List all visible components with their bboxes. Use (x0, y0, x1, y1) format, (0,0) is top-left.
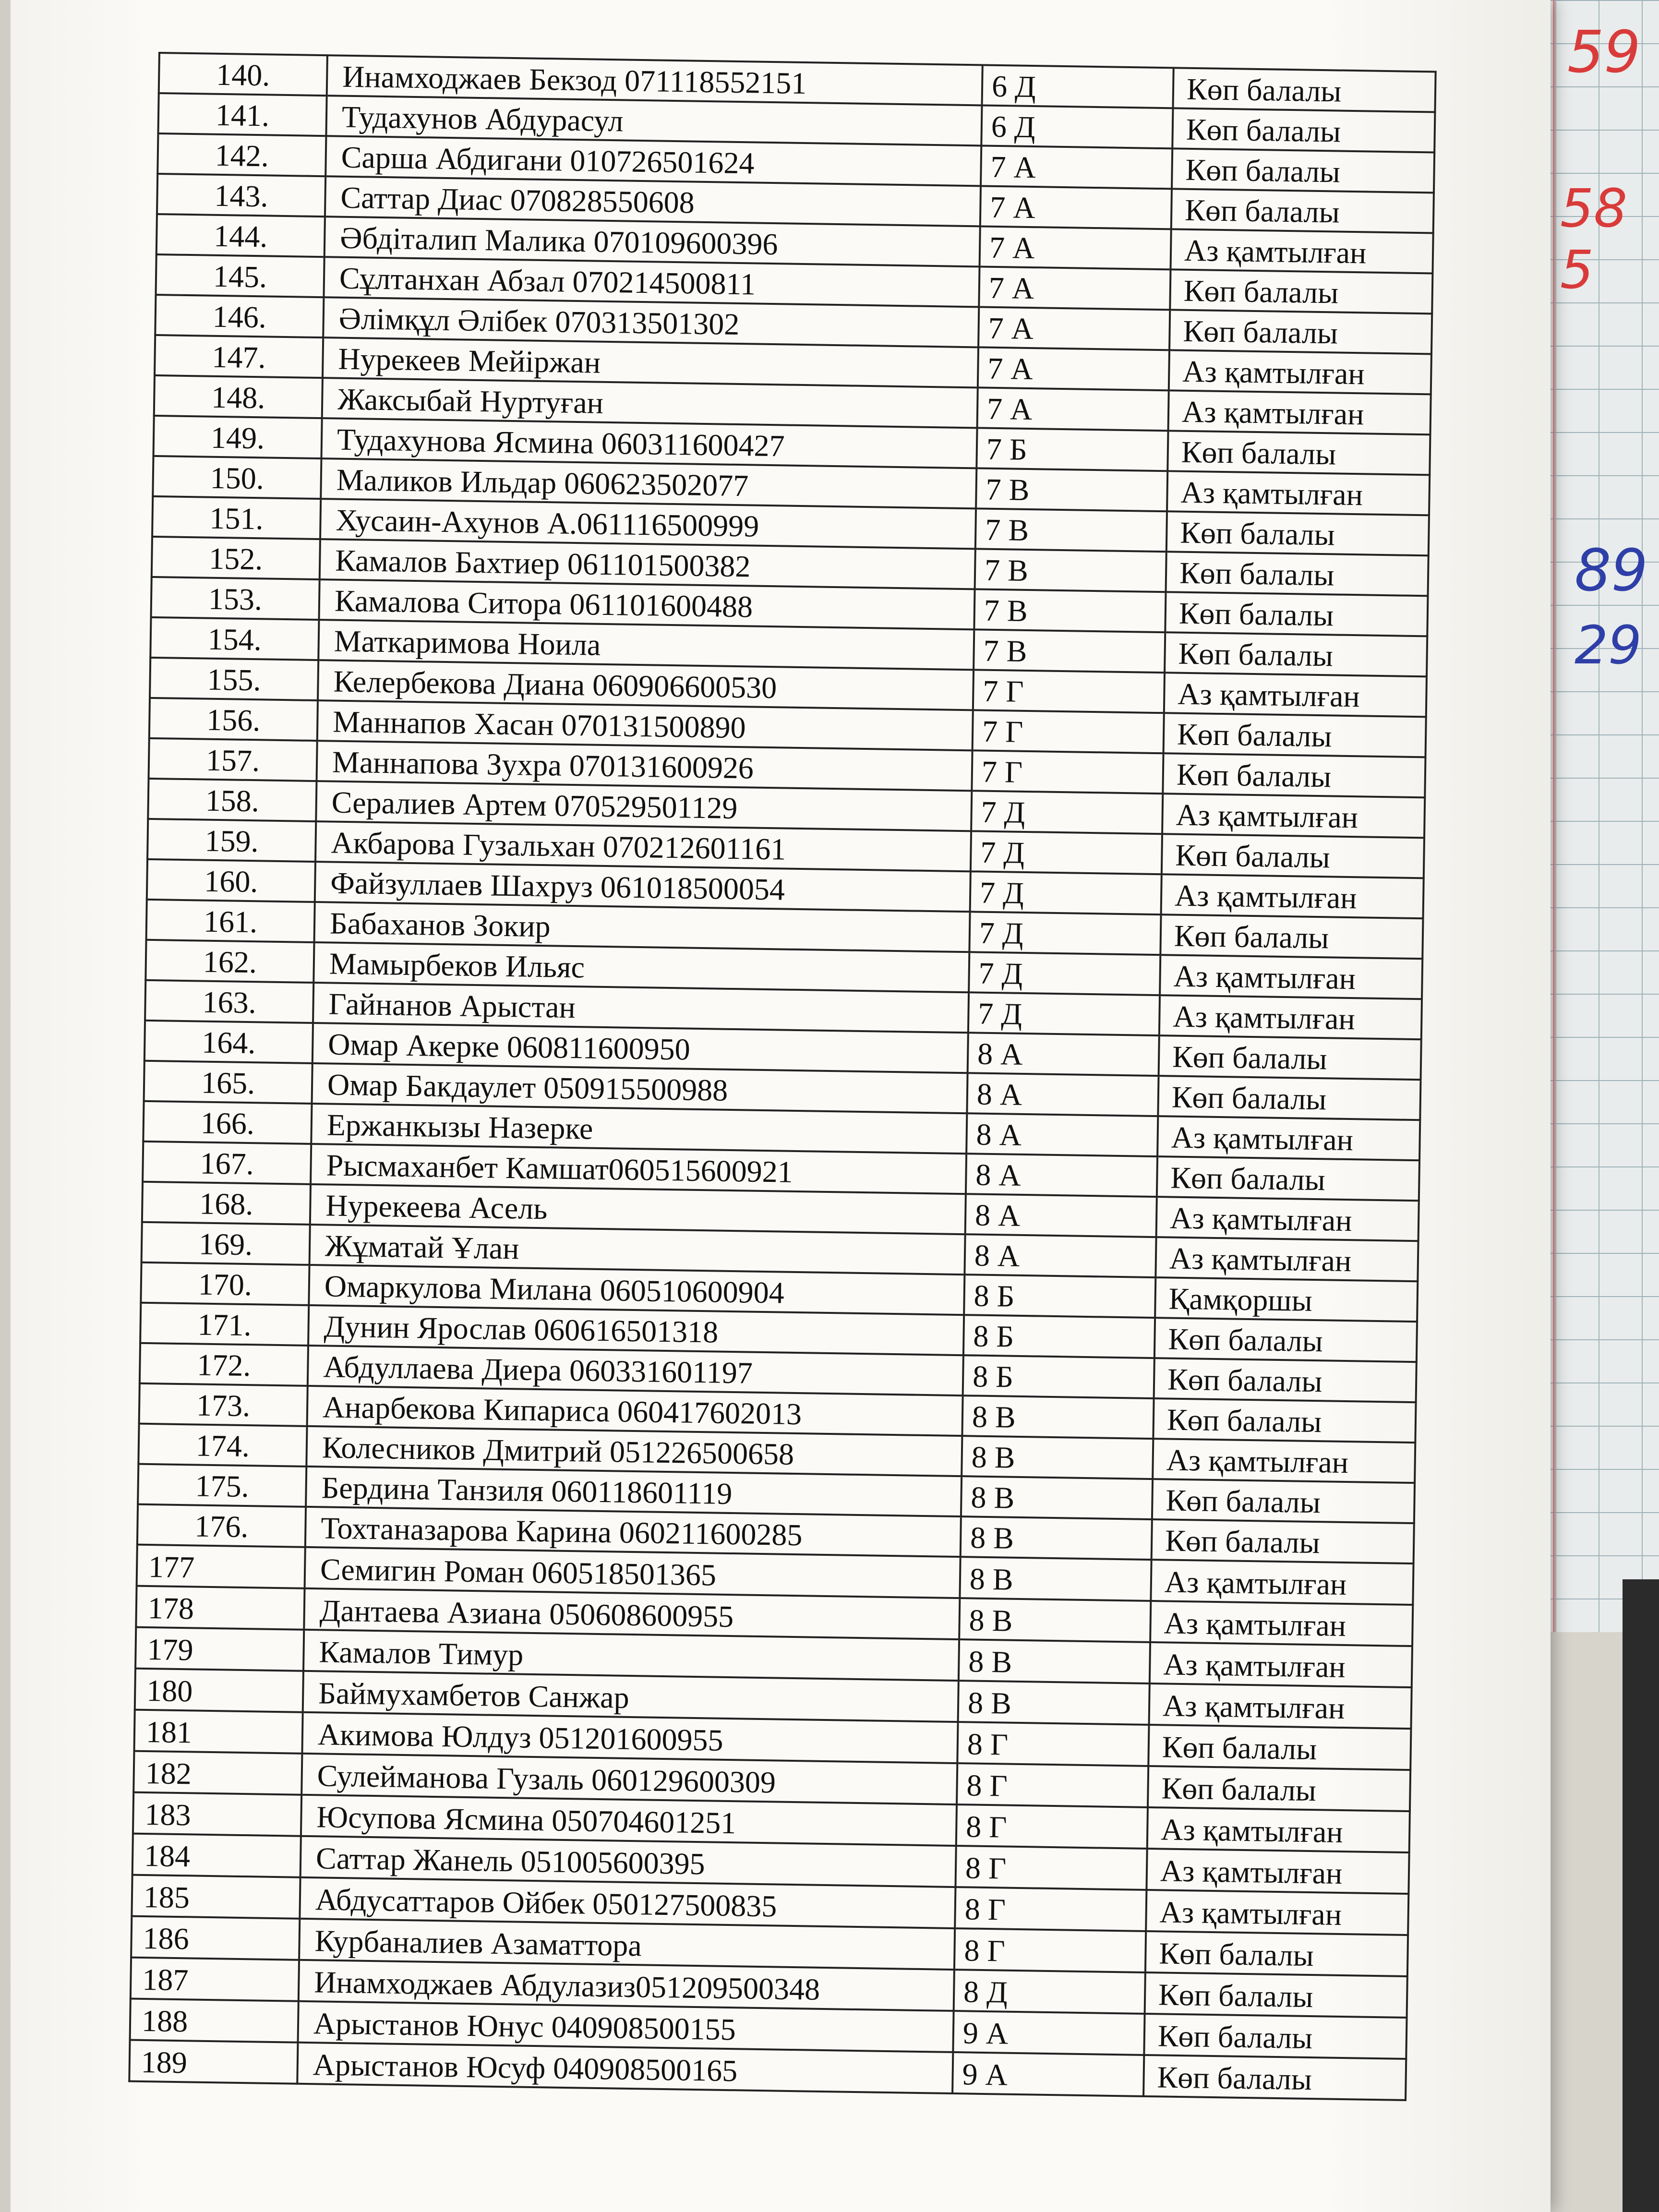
status-cell: Көп балалы (1166, 552, 1429, 596)
status-cell: Аз қамтылған (1160, 955, 1422, 999)
row-number-cell: 146. (155, 295, 324, 337)
status-cell: Көп балалы (1165, 632, 1427, 676)
class-cell: 8 В (958, 1681, 1150, 1725)
status-cell: Көп балалы (1172, 148, 1434, 192)
row-number-cell: 187 (131, 1958, 299, 2001)
class-cell: 7 А (978, 307, 1170, 350)
status-cell: Аз қамтылған (1151, 1560, 1413, 1605)
student-name-cell: Тохтаназарова Карина 060211600285 (305, 1507, 961, 1557)
student-name-cell: Акбарова Гузальхан 070212601161 (315, 821, 971, 871)
student-name-cell: Саттар Жанель 051005600395 (301, 1836, 956, 1887)
class-cell: 7 А (980, 186, 1172, 229)
student-name-cell: Арыстанов Юнус 040908500155 (298, 2001, 954, 2052)
row-number-cell: 179 (135, 1627, 304, 1671)
row-number-cell: 148. (154, 375, 323, 418)
student-name-cell: Нурекеев Мейіржан (323, 337, 978, 387)
class-cell: 7 Б (976, 428, 1168, 471)
student-name-cell: Камалова Ситора 061101600488 (319, 579, 974, 629)
class-cell: 8 Д (954, 1970, 1145, 2014)
status-cell: Аз қамтылған (1149, 1683, 1412, 1729)
student-name-cell: Тудахунова Ясмина 060311600427 (321, 418, 977, 468)
class-cell: 8 Г (954, 1928, 1146, 1972)
status-cell: Көп балалы (1145, 1931, 1408, 1976)
class-cell: 7 В (974, 629, 1165, 673)
class-cell: 8 В (959, 1639, 1150, 1683)
student-name-cell: Дантаева Азиана 050608600955 (304, 1588, 960, 1639)
student-name-cell: Бабаханов Зокир (314, 902, 970, 952)
row-number-cell: 186 (131, 1916, 300, 1960)
student-name-cell: Камалов Бахтиер 061101500382 (320, 539, 975, 589)
class-cell: 8 А (968, 1033, 1159, 1076)
class-cell: 8 Г (957, 1722, 1149, 1766)
status-cell: Көп балалы (1167, 431, 1430, 475)
student-name-cell: Файзуллаев Шахруз 061018500054 (315, 862, 971, 912)
student-name-cell: Маннапова Зухра 070131600926 (317, 741, 973, 791)
row-number-cell: 164. (144, 1021, 313, 1063)
row-number-cell: 149. (154, 416, 322, 458)
class-cell: 8 В (960, 1557, 1151, 1601)
row-number-cell: 172. (140, 1343, 308, 1386)
class-cell: 8 А (965, 1194, 1157, 1237)
class-cell: 8 В (961, 1476, 1153, 1519)
class-cell: 9 А (953, 2011, 1144, 2055)
row-number-cell: 155. (150, 658, 318, 700)
row-number-cell: 157. (149, 738, 317, 781)
background-shadow (1623, 1579, 1659, 2212)
student-name-cell: Әлімқұл Әлібек 070313501302 (323, 297, 979, 347)
row-number-cell: 142. (157, 133, 326, 176)
handwritten-note: 58 5 (1560, 178, 1627, 301)
handwritten-note: 89 (1575, 538, 1648, 604)
row-number-cell: 147. (155, 335, 323, 378)
status-cell: Көп балалы (1154, 1358, 1417, 1402)
row-number-cell: 143. (157, 174, 325, 216)
class-cell: 7 А (979, 266, 1170, 310)
row-number-cell: 181 (134, 1710, 302, 1754)
status-cell: Көп балалы (1169, 310, 1432, 354)
class-cell: 7 Д (971, 791, 1163, 834)
row-number-cell: 152. (152, 537, 320, 579)
status-cell: Көп балалы (1152, 1479, 1415, 1523)
class-cell: 7 Г (973, 670, 1165, 713)
student-name-cell: Курбаналиев Азаматтора (299, 1919, 955, 1970)
student-name-cell: Жаксыбай Нуртуған (322, 378, 978, 428)
status-cell: Аз қамтылған (1146, 1849, 1409, 1894)
class-cell: 7 А (977, 387, 1169, 431)
status-cell: Аз қамтылған (1159, 995, 1422, 1039)
status-cell: Аз қамтылған (1157, 1116, 1420, 1160)
student-name-cell: Баймухамбетов Санжар (303, 1671, 959, 1722)
row-number-cell: 166. (143, 1101, 312, 1144)
row-number-cell: 163. (145, 980, 313, 1023)
row-number-cell: 141. (158, 93, 326, 136)
row-number-cell: 189 (129, 2040, 298, 2084)
student-name-cell: Юсупова Ясмина 050704601251 (301, 1795, 957, 1846)
row-number-cell: 161. (146, 900, 315, 942)
row-number-cell: 183 (133, 1792, 301, 1836)
row-number-cell: 156. (149, 698, 318, 741)
class-cell: 8 А (966, 1154, 1157, 1197)
row-number-cell: 165. (144, 1061, 313, 1104)
student-name-cell: Инамходжаев Бекзод 071118552151 (327, 55, 983, 105)
status-cell: Аз қамтылған (1167, 471, 1430, 515)
class-cell: 8 Г (955, 1846, 1147, 1890)
class-cell: 6 Д (982, 65, 1174, 108)
status-cell: Көп балалы (1143, 2055, 1406, 2100)
grid-paper-margin-line (1553, 0, 1555, 1632)
class-cell: 8 Г (956, 1804, 1148, 1849)
row-number-cell: 158. (148, 779, 316, 821)
status-cell: Көп балалы (1170, 269, 1432, 313)
student-name-cell: Хусаин-Ахунов А.061116500999 (320, 499, 976, 549)
student-name-cell: Мамырбеков Ильяс (313, 942, 969, 992)
status-cell: Аз қамтылған (1161, 874, 1424, 918)
student-name-cell: Омаркулова Милана 060510600904 (309, 1265, 964, 1315)
row-number-cell: 154. (150, 617, 319, 660)
student-name-cell: Анарбекова Кипариса 060417602013 (307, 1386, 963, 1436)
row-number-cell: 180 (135, 1669, 303, 1712)
status-cell: Аз қамтылған (1171, 229, 1433, 273)
student-name-cell: Бердина Танзиля 060118601119 (306, 1467, 962, 1516)
row-number-cell: 178 (136, 1586, 304, 1630)
class-cell: 6 Д (981, 105, 1173, 148)
student-name-cell: Нурекеева Асель (310, 1184, 966, 1234)
class-cell: 8 Б (964, 1274, 1155, 1318)
class-cell: 8 В (962, 1395, 1154, 1439)
status-cell: Аз қамтылған (1150, 1642, 1412, 1687)
status-cell: Аз қамтылған (1164, 673, 1427, 717)
status-cell: Көп балалы (1152, 1519, 1414, 1563)
student-name-cell: Әбдіталип Малика 070109600396 (325, 216, 980, 266)
row-number-cell: 169. (142, 1222, 310, 1265)
class-cell: 8 Б (963, 1315, 1155, 1358)
status-cell: Қамқоршы (1155, 1277, 1418, 1322)
student-name-cell: Маткаримова Ноила (318, 620, 974, 670)
row-number-cell: 160. (147, 859, 315, 902)
status-cell: Көп балалы (1159, 1035, 1421, 1080)
class-cell: 7 А (981, 145, 1172, 189)
row-number-cell: 150. (153, 456, 321, 499)
status-cell: Көп балалы (1163, 753, 1425, 797)
row-number-cell: 162. (145, 940, 314, 983)
sheet-edge (0, 0, 11, 2212)
class-cell: 7 Д (971, 831, 1162, 874)
row-number-cell: 168. (142, 1182, 311, 1225)
row-number-cell: 174. (138, 1424, 307, 1467)
row-number-cell: 175. (138, 1464, 306, 1507)
student-name-cell: Омар Бакдаулет 050915500988 (312, 1063, 968, 1113)
class-cell: 7 Г (972, 750, 1163, 793)
status-cell: Көп балалы (1171, 189, 1434, 233)
student-name-cell: Абдуллаева Диера 060331601197 (308, 1346, 963, 1395)
student-name-cell: Маннапов Хасан 070131500890 (317, 700, 973, 750)
status-cell: Көп балалы (1164, 713, 1426, 757)
status-cell: Аз қамтылған (1169, 350, 1431, 394)
table-body (129, 53, 1435, 2100)
status-cell: Көп балалы (1148, 1766, 1410, 1811)
row-number-cell: 167. (143, 1142, 311, 1184)
student-name-cell: Келербекова Диана 060906600530 (318, 660, 974, 710)
class-cell: 7 Д (969, 912, 1161, 955)
status-cell: Көп балалы (1173, 68, 1435, 112)
student-name-cell: Семигин Роман 060518501365 (305, 1547, 961, 1598)
handwritten-note: 29 (1575, 614, 1642, 676)
student-name-cell: Тудахунов Абдурасул (326, 96, 982, 145)
status-cell: Көп балалы (1144, 2014, 1407, 2059)
student-name-cell: Маликов Ильдар 060623502077 (321, 458, 976, 508)
class-cell: 8 А (967, 1073, 1158, 1116)
status-cell: Аз қамтылған (1150, 1601, 1413, 1646)
status-cell: Аз қамтылған (1146, 1890, 1408, 1935)
row-number-cell: 173. (139, 1383, 308, 1426)
row-number-cell: 170. (141, 1262, 309, 1305)
class-cell: 7 В (976, 468, 1167, 511)
class-cell: 7 В (975, 508, 1167, 552)
row-number-cell: 151. (152, 496, 321, 539)
status-cell: Аз қамтылған (1162, 793, 1425, 838)
class-cell: 8 Б (963, 1355, 1154, 1398)
student-name-cell: Ержанкызы Назерке (311, 1104, 967, 1154)
student-name-cell: Гайнанов Арыстан (313, 983, 969, 1033)
student-list-table (128, 52, 1436, 2101)
student-name-cell: Инамходжаев Абдулазиз051209500348 (299, 1960, 954, 2011)
status-cell: Көп балалы (1145, 1972, 1407, 2018)
status-cell: Аз қамтылған (1147, 1807, 1410, 1852)
student-name-cell: Сералиев Артем 070529501129 (316, 781, 972, 831)
status-cell: Көп балалы (1160, 914, 1423, 959)
row-number-cell: 140. (159, 53, 327, 96)
status-cell: Көп балалы (1153, 1398, 1416, 1443)
row-number-cell: 177 (137, 1545, 305, 1588)
class-cell: 7 Г (973, 710, 1164, 753)
class-cell: 7 А (980, 226, 1171, 269)
status-cell: Көп балалы (1166, 511, 1429, 555)
class-cell: 9 А (952, 2052, 1144, 2096)
class-cell: 8 Г (957, 1763, 1148, 1807)
student-name-cell: Жұматай Ұлан (310, 1225, 965, 1274)
row-number-cell: 153. (151, 577, 320, 620)
student-name-cell: Сулейманова Гузаль 060129600309 (301, 1754, 957, 1804)
row-number-cell: 188 (130, 1999, 299, 2043)
status-cell: Көп балалы (1148, 1725, 1411, 1770)
row-number-cell: 184 (132, 1834, 301, 1877)
student-name-cell: Сұлтанхан Абзал 070214500811 (324, 257, 979, 307)
row-number-cell: 171. (140, 1303, 309, 1346)
status-cell: Көп балалы (1158, 1076, 1420, 1120)
class-cell: 8 В (961, 1516, 1152, 1560)
student-name-cell: Рысмаханбет Камшат060515600921 (311, 1144, 966, 1194)
student-name-cell: Камалов Тимур (303, 1630, 959, 1681)
handwritten-note: 59 (1567, 19, 1641, 86)
student-name-cell: Колесников Дмитрий 051226500658 (306, 1426, 962, 1476)
student-name-cell: Омар Акерке 060811600950 (313, 1023, 968, 1073)
class-cell: 8 Г (955, 1887, 1146, 1931)
status-cell: Көп балалы (1172, 108, 1435, 152)
row-number-cell: 176. (137, 1504, 306, 1547)
status-cell: Көп балалы (1154, 1318, 1417, 1362)
class-cell: 7 Д (969, 952, 1160, 995)
row-number-cell: 159. (147, 819, 316, 862)
class-cell: 7 В (975, 549, 1166, 592)
row-number-cell: 182 (133, 1751, 302, 1795)
row-number-cell: 185 (132, 1875, 300, 1919)
row-number-cell: 145. (156, 254, 324, 297)
class-cell: 8 А (966, 1113, 1158, 1156)
class-cell: 8 В (962, 1436, 1153, 1479)
status-cell: Аз қамтылған (1155, 1237, 1418, 1281)
class-cell: 7 Д (970, 871, 1162, 914)
student-name-cell: Арыстанов Юсуф 040908500165 (297, 2043, 953, 2093)
status-cell: Аз қамтылған (1156, 1197, 1419, 1241)
student-name-cell: Абдусаттаров Ойбек 050127500835 (300, 1877, 955, 1928)
status-cell: Көп балалы (1165, 592, 1428, 636)
student-name-cell: Акимова Юлдуз 051201600955 (302, 1712, 958, 1763)
status-cell: Көп балалы (1157, 1156, 1419, 1201)
class-cell: 7 В (974, 589, 1166, 632)
student-name-cell: Сарша Абдигани 010726501624 (325, 136, 981, 186)
student-name-cell: Саттар Диас 070828550608 (325, 176, 981, 226)
status-cell: Аз қамтылған (1153, 1439, 1415, 1483)
status-cell: Аз қамтылған (1168, 390, 1431, 434)
row-number-cell: 144. (156, 214, 325, 257)
class-cell: 8 А (964, 1234, 1156, 1277)
student-name-cell: Дунин Ярослав 060616501318 (308, 1305, 964, 1355)
class-cell: 8 В (959, 1598, 1151, 1642)
class-cell: 7 А (978, 347, 1169, 390)
status-cell: Көп балалы (1162, 834, 1424, 878)
class-cell: 7 Д (968, 992, 1160, 1035)
